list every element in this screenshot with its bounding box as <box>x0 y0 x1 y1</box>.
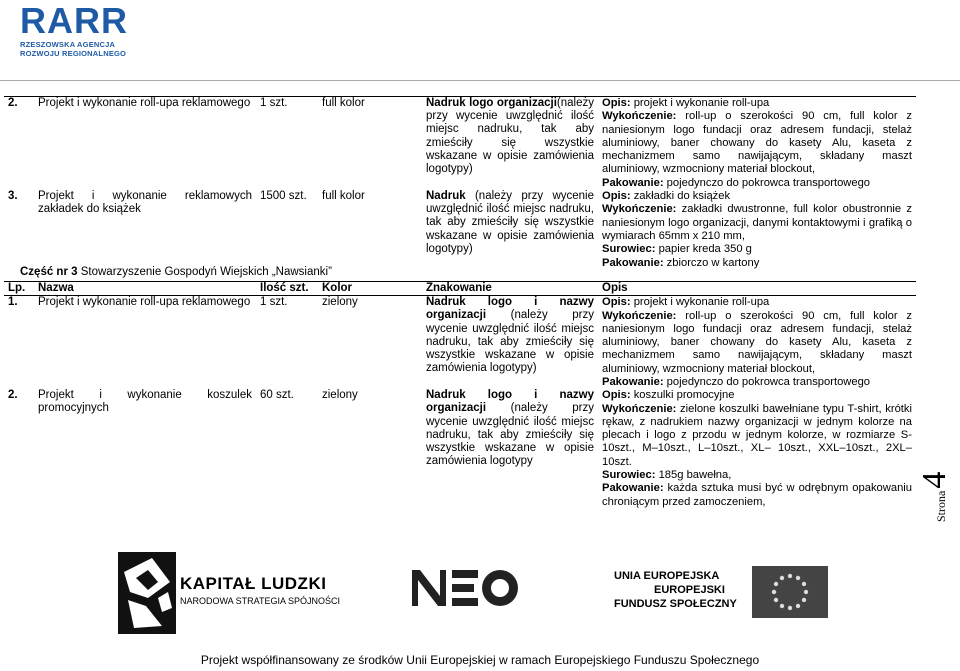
row-lp: 2. <box>4 97 34 191</box>
row-lp: 2. <box>8 389 18 402</box>
kapital-ludzki-title: KAPITAŁ LUDZKI <box>180 574 327 593</box>
description-text: każda sztuka musi być w odrębnym opakowaniu chroniącym przed zamoczeniem, <box>602 482 912 508</box>
marking-bold: Nadruk logo organizacji <box>426 97 557 109</box>
description-text: zbiorczo w kartony <box>663 256 760 269</box>
description-text: pojedynczo do pokrowca transportowego <box>663 176 871 189</box>
section-organization: Stowarzyszenie Gospodyń Wiejskich „Nawsianki” <box>77 266 332 278</box>
kapital-ludzki-subtitle: NARODOWA STRATEGIA SPÓJNOŚCI <box>180 596 341 606</box>
description-line <box>602 177 912 190</box>
marking-bold: Nadruk logo i nazwy organizacji <box>426 389 594 415</box>
description-text: roll-up o szerokości 90 cm, full kolor z naniesionym logo fundacji oraz adresem fundacji, stelaż aluminiowy, baner chowany do kasety Alu, kaseta z mechanizmem samo nawijającym, składany maszt aluminiowy, wzmocniony materiał blockout, <box>602 309 912 375</box>
items-table-part-2 <box>4 96 916 270</box>
eu-line-1: UNIA EUROPEJSKA <box>614 570 720 582</box>
description-line <box>602 97 912 110</box>
neo-logo-mark-icon <box>410 566 520 610</box>
description-label: Surowiec: <box>602 243 656 256</box>
marking-bold: Nadruk logo i nazwy organizacji <box>426 296 594 322</box>
description-label: Pakowanie: <box>602 375 664 388</box>
section-number: Część nr 3 <box>20 266 78 278</box>
eu-flag-icon <box>752 566 828 618</box>
description-label: Wykończenie: <box>602 402 677 415</box>
header-color: Kolor <box>318 282 422 296</box>
marking-details: (należy przy wycenie uwzględnić ilość miejsc nadruku, tak aby zmieściły się wszystkie wskazane w opisie zamówienia logotypy <box>426 402 594 468</box>
description-text: projekt i wykonanie roll-upa <box>630 97 770 109</box>
description-line <box>602 257 912 270</box>
description-text: projekt i wykonanie roll-upa <box>630 296 770 309</box>
header-qty: Ilość szt. <box>256 282 318 296</box>
footer-cofinancing-text: Projekt współfinansowany ze środków Unii Europejskiej w ramach Europejskiego Funduszu Społecznego <box>200 653 760 667</box>
description-line <box>602 389 912 402</box>
row-lp: 1. <box>8 296 18 309</box>
description-line <box>602 296 912 309</box>
description-text: roll-up o szerokości 90 cm, full kolor z naniesionym logo fundacji oraz adresem fundacji, stelaż aluminiowy, baner chowany do kasety Alu, kaseta z mechanizmem samo nawijającym, składany maszt aluminiowy, wzmocniony materiał blockout, <box>602 110 912 176</box>
description-line <box>602 110 912 176</box>
marking-details: (należy przy wycenie uwzględnić ilość miejsc nadruku, tak aby zmieściły się wszystkie wskazane w opisie zamówienia logotypy) <box>426 97 594 176</box>
section-title <box>20 266 332 278</box>
description-text: zakładki do książek <box>630 190 731 203</box>
description-line <box>602 469 912 482</box>
row-qty: 1 szt. <box>256 97 318 191</box>
row-description <box>598 296 916 390</box>
description-line <box>602 310 912 376</box>
page-number <box>916 462 960 522</box>
description-line <box>602 482 912 509</box>
row-description <box>598 97 916 191</box>
description-line <box>602 403 912 469</box>
row-qty: 1 szt. <box>260 296 288 309</box>
description-text: pojedynczo do pokrowca transportowego <box>663 375 871 388</box>
description-label: Pakowanie: <box>602 176 664 189</box>
table-row <box>4 97 916 191</box>
description-text: koszulki promocyjne <box>630 389 735 402</box>
kapital-ludzki-emblem-icon <box>118 552 176 634</box>
row-qty: 1500 szt. <box>260 190 307 203</box>
rarr-logo-text: RARR <box>20 0 128 41</box>
description-label: Pakowanie: <box>602 256 664 269</box>
description-label: Wykończenie: <box>602 110 677 123</box>
description-text: zielone koszulki bawełniane typu T-shirt, krótki rękaw, z nadrukiem nazwy organizacji w jednym kolorze na plecach i logo z przodu w jednym kolorze, w rozmiarze S-10szt., M–10szt., L–10szt., XL– 10szt., XXL–10szt., 2XL–10szt. <box>602 402 912 468</box>
header-marking: Znakowanie <box>422 282 598 296</box>
description-label: Opis: <box>602 97 631 109</box>
row-name: Projekt i wykonanie roll-upa reklamowego <box>34 97 256 191</box>
description-line <box>602 243 912 256</box>
eu-logo <box>614 566 834 618</box>
header-description: Opis <box>598 282 916 296</box>
row-name: Projekt i wykonanie reklamowych zakładek do książek <box>38 190 252 216</box>
items-table-part-3 <box>4 281 916 509</box>
marking-details: (należy przy wycenie uwzględnić ilość miejsc nadruku, tak aby zmieściły się wszystkie wskazane w opisie zamówienia logotypy) <box>426 309 594 375</box>
row-description <box>598 389 916 509</box>
row-name: Projekt i wykonanie koszulek promocyjnych <box>38 389 252 415</box>
description-label: Wykończenie: <box>602 309 677 322</box>
rarr-logo <box>20 2 128 58</box>
table-header-row <box>4 282 916 296</box>
header-name: Nazwa <box>34 282 256 296</box>
row-color: zielony <box>322 389 358 402</box>
eu-line-3: FUNDUSZ SPOŁECZNY <box>614 598 737 610</box>
description-text: papier kreda 350 g <box>655 243 752 256</box>
description-text: 185g bawełna, <box>655 469 732 482</box>
description-label: Opis: <box>602 389 631 402</box>
row-marking <box>422 389 598 509</box>
description-label: Pakowanie: <box>602 482 664 495</box>
row-qty: 60 szt. <box>260 389 294 402</box>
row-marking <box>422 296 598 390</box>
table-row <box>4 389 916 509</box>
marking-details: (należy przy wycenie uwzględnić ilość miejsc nadruku, tak aby zmieściły się wszystkie wskazane w opisie zamówienia logotypy) <box>426 190 594 255</box>
description-label: Opis: <box>602 190 631 203</box>
row-marking <box>422 190 598 270</box>
description-label: Opis: <box>602 296 631 309</box>
rarr-logo-subtitle-2: ROZWOJU REGIONALNEGO <box>20 49 127 58</box>
page-number-value: 4 <box>916 471 953 489</box>
marking-bold: Nadruk <box>426 190 466 203</box>
header-lp: Lp. <box>4 282 34 296</box>
eu-line-2: EUROPEJSKI <box>654 584 725 596</box>
row-color: zielony <box>322 296 358 309</box>
row-description <box>598 190 916 270</box>
description-text: zakładki dwustronne, full kolor obustronnie z naniesionym logo organizacji, danymi kontaktowymi i grafiką o wymiarach 65mm x 210 mm, <box>602 203 912 242</box>
description-line <box>602 376 912 389</box>
description-line <box>602 203 912 243</box>
row-color: full kolor <box>322 190 365 203</box>
row-marking <box>422 97 598 191</box>
neo-logo <box>410 566 520 610</box>
description-label: Surowiec: <box>602 469 656 482</box>
rarr-logo-subtitle-1: RZESZOWSKA AGENCJA <box>20 40 116 49</box>
row-color: full kolor <box>318 97 422 191</box>
description-line <box>602 190 912 203</box>
kapital-ludzki-logo <box>118 552 358 634</box>
table-row <box>4 190 916 270</box>
page-label: Strona <box>934 490 948 522</box>
header-divider <box>0 80 960 81</box>
row-lp: 3. <box>8 190 18 203</box>
table-row <box>4 296 916 390</box>
row-name: Projekt i wykonanie roll-upa reklamowego <box>38 296 251 309</box>
description-label: Wykończenie: <box>602 203 677 216</box>
